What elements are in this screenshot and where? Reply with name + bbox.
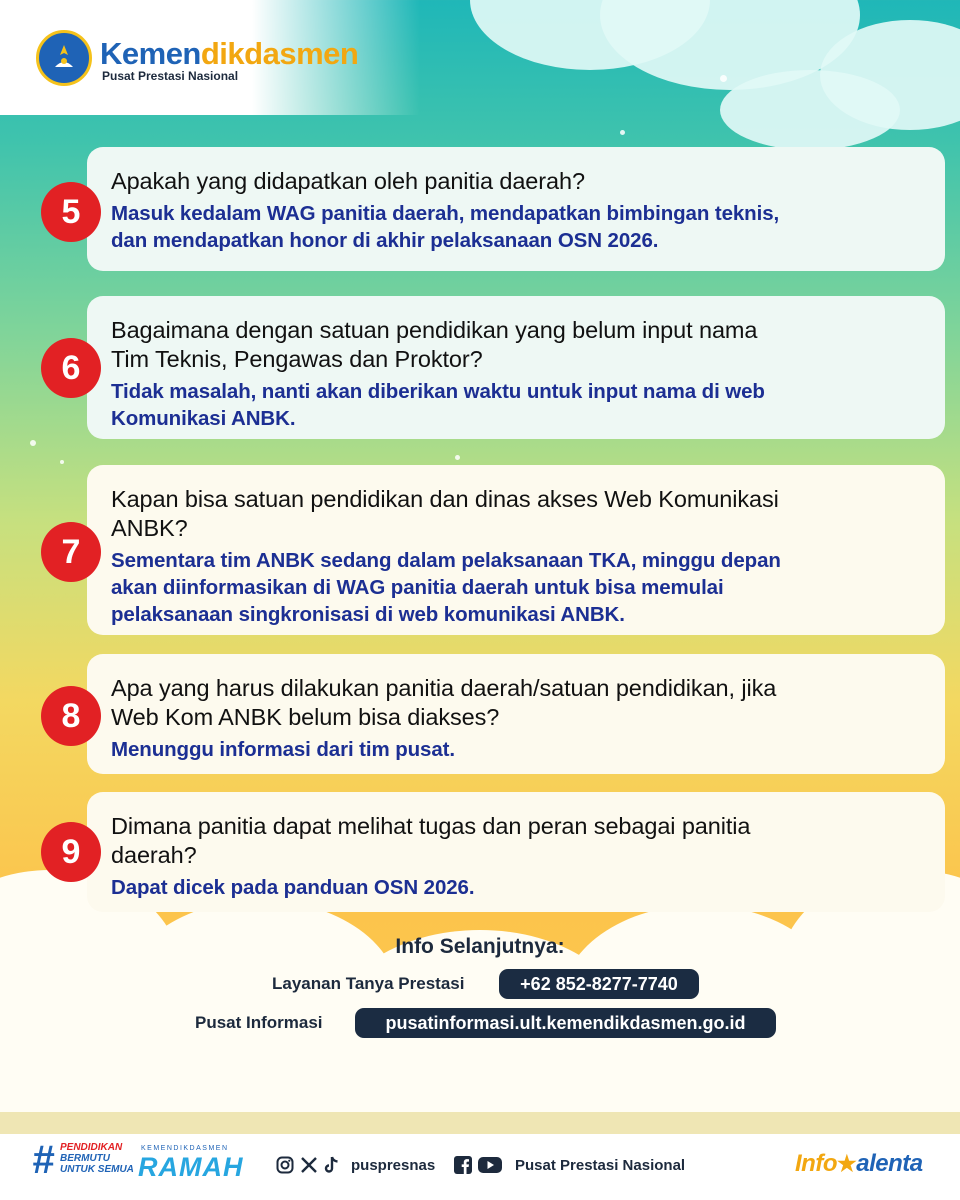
website-link[interactable]: pusatinformasi.ult.kemendikdasmen.go.id [355, 1008, 776, 1038]
sparkle-decoration [620, 130, 625, 135]
faq-card-9 [87, 792, 945, 912]
tiktok-icon[interactable] [324, 1156, 340, 1174]
faq-card-7 [87, 465, 945, 635]
social-handle: puspresnas [351, 1157, 436, 1174]
faq-question: Dimana panitia dapat melihat tugas dan peran sebagai panitia daerah? [111, 813, 751, 868]
sparkle-decoration [60, 460, 64, 464]
faq-card-5 [87, 147, 945, 271]
instagram-icon[interactable] [276, 1156, 294, 1174]
faq-answer: Menunggu informasi dari tim pusat. [111, 738, 455, 761]
faq-number-badge: 8 [41, 686, 101, 746]
faq-number-badge: 6 [41, 338, 101, 398]
ramah-logo-caption: KEMENDIKDASMEN [141, 1145, 229, 1152]
faq-number-badge: 5 [41, 182, 101, 242]
tut-wuri-handayani-emblem-icon [36, 30, 92, 86]
faq-card-6 [87, 296, 945, 439]
faq-answer: Dapat dicek pada panduan OSN 2026. [111, 876, 475, 899]
sparkle-decoration [30, 440, 36, 446]
faq-answer: Tidak masalah, nanti akan diberikan waktu untuk input nama di web Komunikasi ANBK. [111, 380, 765, 430]
infotalenta-logo: Info★alenta [795, 1150, 923, 1177]
hashtag-text: PENDIDIKAN BERMUTU UNTUK SEMUA [60, 1142, 134, 1175]
faq-question: Bagaimana dengan satuan pendidikan yang belum input nama Tim Teknis, Pengawas dan Proktor? [111, 317, 758, 372]
facebook-icon[interactable] [454, 1156, 472, 1178]
faq-answer: Sementara tim ANBK sedang dalam pelaksanaan TKA, minggu depan akan diinformasikan di WAG panitia daerah untuk bisa memulai pelaksanaan singkronisasi di web komunikasi ANBK. [111, 549, 781, 626]
faq-card-8 [87, 654, 945, 774]
faq-number-badge: 7 [41, 522, 101, 582]
sparkle-decoration [720, 75, 727, 82]
phone-number-link[interactable]: +62 852-8277-7740 [499, 969, 699, 999]
social-icons-group [276, 1156, 340, 1174]
organization-name: Pusat Prestasi Nasional [515, 1157, 686, 1174]
contact-label-layanan: Layanan Tanya Prestasi [272, 974, 465, 993]
star-icon: ★ [836, 1151, 857, 1176]
faq-question: Apa yang harus dilakukan panitia daerah/satuan pendidikan, jika Web Kom ANBK belum bisa diakses? [111, 675, 777, 730]
faq-number-badge: 9 [41, 822, 101, 882]
brand-subtitle: Pusat Prestasi Nasional [102, 69, 239, 83]
hashtag-logo: # [32, 1138, 55, 1182]
faq-question: Kapan bisa satuan pendidikan dan dinas akses Web Komunikasi ANBK? [111, 486, 779, 541]
header-logo-area [0, 0, 420, 115]
x-icon[interactable] [300, 1156, 318, 1174]
cloud-decoration [720, 70, 900, 150]
info-title: Info Selanjutnya: [395, 935, 565, 958]
brand-title: Kemendikdasmen [100, 36, 359, 71]
video-icons-group [454, 1156, 502, 1178]
contact-label-pusat-informasi: Pusat Informasi [195, 1013, 323, 1032]
faq-question: Apakah yang didapatkan oleh panitia daerah? [111, 168, 585, 194]
sparkle-decoration [455, 455, 460, 460]
faq-answer: Masuk kedalam WAG panitia daerah, mendapatkan bimbingan teknis, dan mendapatkan honor di akhir pelaksanaan OSN 2026. [111, 202, 780, 252]
ramah-logo: RAMAH [138, 1152, 244, 1182]
youtube-icon[interactable] [478, 1156, 502, 1178]
